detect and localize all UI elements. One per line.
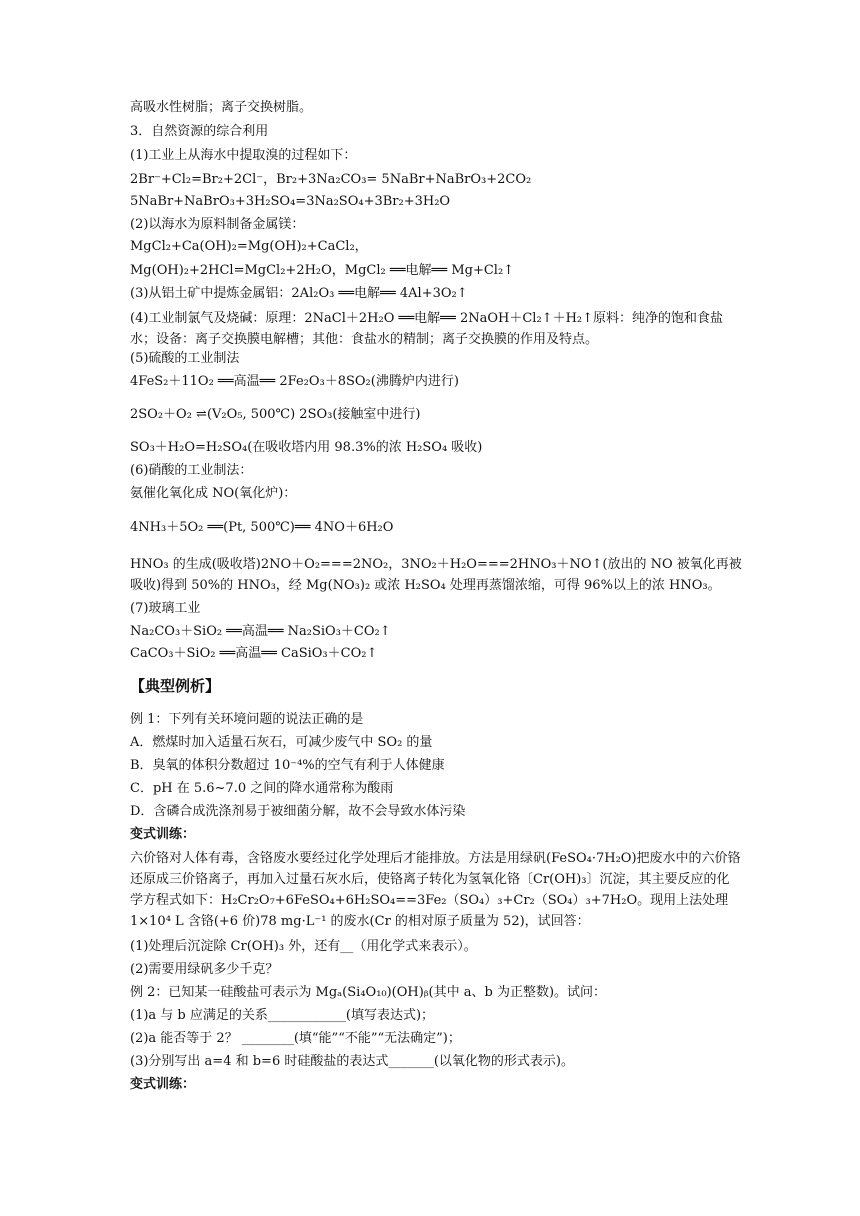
text-line: (1)工业上从海水中提取溴的过程如下： — [130, 148, 357, 163]
text-line: SO₃＋H₂O=H₂SO₄(在吸收塔内用 98.3%的浓 H₂SO₄ 吸收) — [130, 440, 483, 455]
text-line: A．燃煤时加入适量石灰石，可减少废气中 SO₂ 的量 — [130, 735, 433, 750]
text-line: 4FeS₂＋11O₂ ══高温══ 2Fe₂O₃＋8SO₂(沸腾炉内进行) — [130, 374, 459, 389]
text-line: MgCl₂+Ca(OH)₂=Mg(OH)₂+CaCl₂， — [130, 239, 368, 254]
text-line: (4)工业制氯气及烧碱：原理：2NaCl＋2H₂O ══电解══ 2NaOH＋Cl₂↑＋H₂↑原料：纯净的饱和食盐水；设备：离子交换膜电解槽；其他：食盐水的精制；离子交换膜的作用及特点。 — [130, 311, 724, 347]
text-line: 变式训练： — [130, 1077, 196, 1092]
text-line: (2)a 能否等于 2？ ________(填“能”“不能”“无法确定”)； — [130, 1031, 461, 1046]
text-line: 高吸水性树脂；离子交换树脂。 — [130, 100, 313, 115]
text-line: (1)a 与 b 应满足的关系____________(填写表达式)； — [130, 1008, 435, 1023]
text-line: 六价铬对人体有毒，含铬废水要经过化学处理后才能排放。方法是用绿矾(FeSO₄·7H₂O)把废水中的六价铬还原成三价铬离子，再加入过量石灰水后，使铬离子转化为氢氧化铬〔Cr(OH)₃〕沉淀，其主要反应的化学方程式如下：H₂Cr₂O₇+6FeSO₄+6H₂SO₄==3Fe₂（SO₄）₃+Cr₂（SO₄）₃+7H₂O。现用上法处理 1×10⁴ L 含铬(+6 价)78 mg·L⁻¹ 的废水(Cr 的相对原子质量为 52)，试回答： — [130, 851, 741, 929]
text-line: (2)以海水为原料制备金属镁： — [130, 217, 305, 232]
text-line: 例 1：下列有关环境问题的说法正确的是 — [130, 712, 364, 727]
text-line: 2SO₂＋O₂ ⇌(V₂O₅, 500℃) 2SO₃(接触室中进行) — [130, 407, 421, 422]
text-line: (6)硝酸的工业制法： — [130, 463, 253, 478]
text-line: Mg(OH)₂+2HCl=MgCl₂+2H₂O，MgCl₂ ══电解══ Mg+Cl₂↑ — [130, 263, 515, 278]
text-line: (3)从铝土矿中提炼金属铝：2Al₂O₃ ══电解══ 4Al+3O₂↑ — [130, 286, 468, 301]
text-line: (2)需要用绿矾多少千克？ — [130, 962, 279, 977]
text-line: CaCO₃＋SiO₂ ══高温══ CaSiO₃＋CO₂↑ — [130, 646, 378, 661]
text-line: B．臭氧的体积分数超过 10⁻⁴%的空气有利于人体健康 — [130, 758, 445, 773]
text-line: 4NH₃＋5O₂ ══(Pt, 500℃)══ 4NO＋6H₂O — [130, 520, 394, 535]
text-line: C．pH 在 5.6~7.0 之间的降水通常称为酸雨 — [130, 781, 394, 796]
text-line: 变式训练： — [130, 827, 196, 842]
text-line: Na₂CO₃＋SiO₂ ══高温══ Na₂SiO₃＋CO₂↑ — [130, 624, 391, 639]
text-line: D．含磷合成洗涤剂易于被细菌分解，故不会导致水体污染 — [130, 804, 466, 819]
text-line: (3)分别写出 a=4 和 b=6 时硅酸盐的表达式_______(以氧化物的形式表示)。 — [130, 1054, 574, 1069]
section-heading: 【典型例析】 — [130, 677, 221, 695]
text-line: 2Br⁻+Cl₂=Br₂+2Cl⁻，Br₂+3Na₂CO₃= 5NaBr+NaBrO₃+2CO₂ — [130, 172, 532, 187]
text-line: (1)处理后沉淀除 Cr(OH)₃ 外，还有__（用化学式来表示）。 — [130, 939, 477, 954]
text-line: (7)玻璃工业 — [130, 601, 201, 616]
text-line: 3．自然资源的综合利用 — [130, 124, 269, 139]
text-line: 氨催化氧化成 NO(氧化炉)： — [130, 486, 297, 501]
text-line: 5NaBr+NaBrO₃+3H₂SO₄=3Na₂SO₄+3Br₂+3H₂O — [130, 194, 451, 209]
text-line: 例 2：已知某一硅酸盐可表示为 Mgₐ(Si₄O₁₀)(OH)ᵦ(其中 a、b 为正整数)。试问： — [130, 985, 607, 1000]
text-line: HNO₃ 的生成(吸收塔)2NO＋O₂===2NO₂，3NO₂＋H₂O===2HNO₃＋NO↑(放出的 NO 被氧化再被吸收)得到 50%的 HNO₃，经 Mg(NO₃)₂ 或浓 H₂SO₄ 处理再蒸馏浓缩，可得 96%以上的浓 HNO₃。 — [130, 557, 742, 593]
text-line: (5)硫酸的工业制法 — [130, 351, 240, 366]
